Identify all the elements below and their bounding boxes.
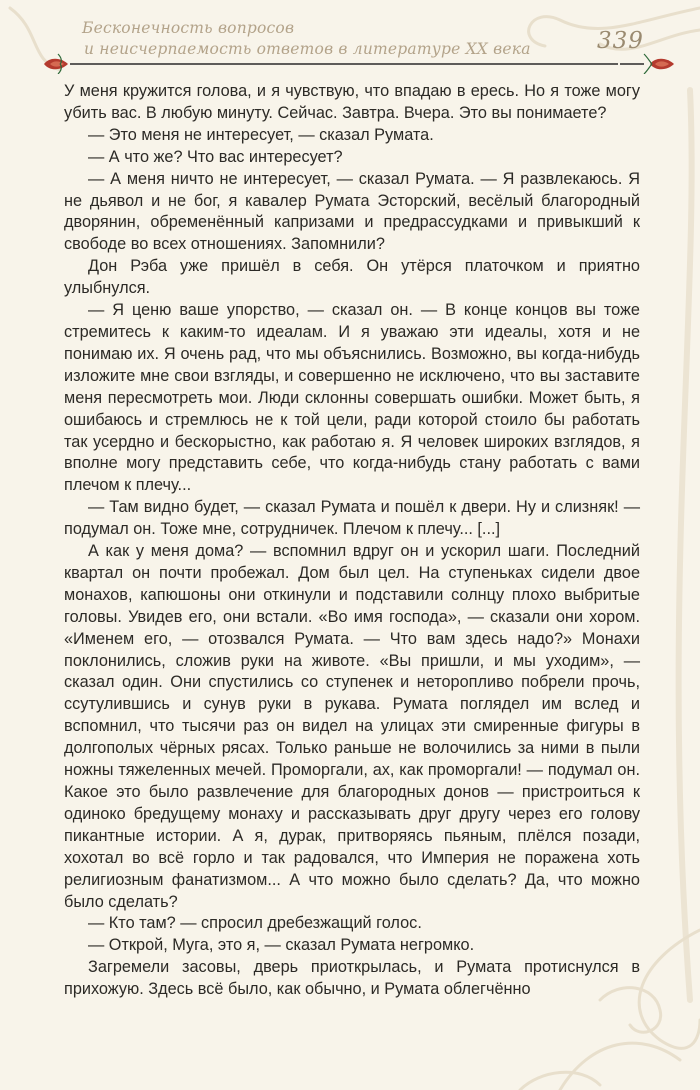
header-title-line-1: Бесконечность вопросов: [82, 19, 295, 37]
right-flower-ornament-icon: [620, 54, 674, 74]
paragraph: Загремели засовы, дверь приоткрылась, и Румата протиснулся в прихожую. Здесь всё было, как обычно, и Румата облегчённо: [64, 958, 640, 999]
paragraph: — Кто там? — спросил дребезжащий голос.: [88, 914, 422, 933]
paragraph: — А меня ничто не интересует, — сказал Румата. — Я развлекаюсь. Я не дьявол и не бог, я кавалер Румата Эсторский, весёлый благородный дворянин, обременённый капризами и предрассудками и привыкший к свободе во всех отношениях. Запомнили?: [64, 169, 640, 254]
body-text: [64, 81, 640, 1001]
paragraph: — Там видно будет, — сказал Румата и пошёл к двери. Ну и слизняк! — подумал он. Тоже мне, сотрудничек. Плечом к плечу... [...]: [64, 498, 640, 539]
header-rule: [40, 48, 700, 74]
left-flower-ornament-icon: [44, 54, 68, 74]
paragraph: — Открой, Муга, это я, — сказал Румата негромко.: [88, 936, 475, 955]
paragraph: — Я ценю ваше упорство, — сказал он. — В конце концов вы тоже стремитесь к каким-то идеалам. И я уважаю эти идеалы, хотя и не понимаю их. Я очень рад, что мы объяснились. Возможно, вы когда-нибудь изложите мне свои взгляды, и совершенно не исключено, что вы заставите меня пересмотреть мои. Люди склонны совершать ошибки. Может быть, я ошибаюсь и стремлюсь не к той цели, ради которой стоило бы работать так усердно и бескорыстно, как работаю я. Я человек широких взглядов, я вполне могу представить себе, что когда-нибудь стану работать с вами плечом к плечу...: [64, 301, 640, 495]
paragraph: У меня кружится голова, и я чувствую, что впадаю в ересь. Но я тоже могу убить вас. В любую минуту. Сейчас. Завтра. Вчера. Это вы понимаете?: [64, 82, 640, 122]
page-number: 339: [597, 28, 644, 54]
paragraph: — Это меня не интересует, — сказал Румата.: [88, 125, 434, 144]
paragraph: — А что же? Что вас интересует?: [88, 147, 343, 166]
paragraph: А как у меня дома? — вспомнил вдруг он и ускорил шаги. Последний квартал он почти пробежал. Дом был цел. На ступеньках сидели двое монахов, капюшоны они откинули и подставили солнцу плохо выбритые головы. Увидев его, они встали. «Во имя господа», — сказали они хором. «Именем его, — отозвался Румата. — Что вам здесь надо?» Монахи поклонились, сложив руки на животе. «Вы пришли, и мы уходим», — сказал один. Они спустились со ступенек и неторопливо побрели прочь, ссутулившись и сунув руки в рукава. Румата поглядел им вслед и вспомнил, что тысячи раз он видел на улицах эти смиренные фигуры в долгополых чёрных рясах. Только раньше не волочились за ними в пыли ножны тяжеленных мечей. Проморгали, ах, как проморгали! — подумал он. Какое это было развлечение для благородных донов — пристроиться к одиноко бредущему монаху и рассказывать друг другу через его голову пикантные истории. А я, дурак, притворяясь пьяным, плёлся позади, хохотал во всё горло и так радовался, что Империя не поражена хоть религиозным фанатизмом... А что можно было сделать? Да, что можно было сделать?: [64, 542, 640, 911]
paragraph: Дон Рэба уже пришёл в себя. Он утёрся платочком и приятно улыбнулся.: [64, 257, 640, 298]
header-title-line-2: и неисчерпаемость ответов в литературе XX века: [84, 40, 531, 58]
